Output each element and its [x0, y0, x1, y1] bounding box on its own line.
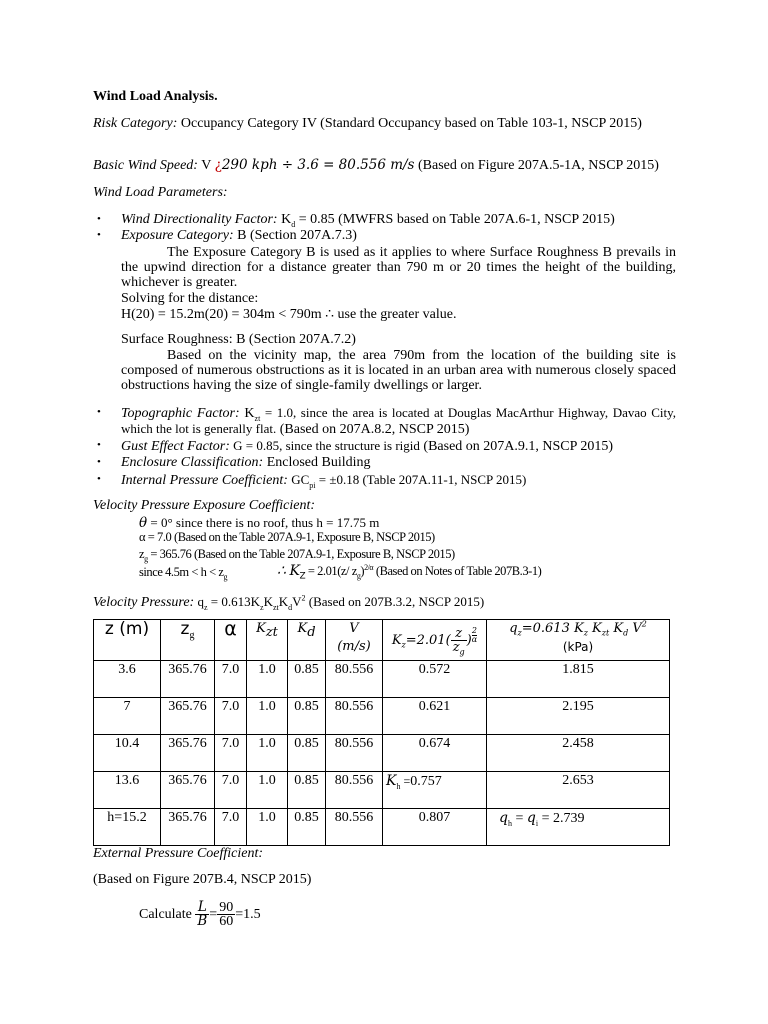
kz-formula-line — [277, 562, 677, 582]
cell-kd: 0.85 — [288, 661, 326, 698]
basic-wind-speed-v: V — [197, 158, 215, 173]
vp-text-3: K — [278, 594, 289, 609]
external-pressure-heading-text: External Pressure Coefficient: — [93, 846, 264, 861]
header-kz-close: ) — [466, 632, 472, 648]
header-qz-formula — [509, 621, 647, 636]
kd-text: = 0.85 (MWFRS based on Table 207A.6-1, NSCP 2015) — [295, 212, 615, 227]
header-kz-subscript: z — [401, 640, 406, 650]
zg-line — [139, 547, 675, 562]
header-kzt-subscript: zt — [265, 624, 278, 640]
table-header-row — [94, 620, 670, 661]
cell-z: h=15.2 — [94, 809, 161, 846]
bullet-icon: • — [97, 473, 101, 485]
since-text: since 4.5m < h < z — [139, 565, 224, 579]
cell-z: 10.4 — [94, 735, 161, 772]
bullet-icon: • — [97, 456, 101, 468]
header-kz-exp-num: 2 — [471, 625, 477, 635]
bullet-icon: • — [97, 229, 101, 241]
cell-kd: 0.85 — [288, 809, 326, 846]
table-row — [94, 661, 670, 698]
header-zg — [161, 620, 215, 661]
wind-load-parameters-heading-text: Wind Load Parameters: — [93, 185, 228, 200]
header-qz-d: K — [609, 621, 624, 636]
bullet-icon: • — [97, 213, 101, 225]
cell-v: 80.556 — [326, 661, 383, 698]
l-symbol: L — [195, 901, 209, 915]
wind-load-parameters-heading — [93, 185, 675, 200]
cell-alpha: 7.0 — [215, 735, 247, 772]
exposure-category-label: Exposure Category: — [121, 228, 234, 243]
cell-kzt: 1.0 — [247, 661, 288, 698]
gcpi-subscript: pi — [309, 480, 316, 490]
cell-qz: 1.815 — [487, 661, 670, 698]
header-qz — [487, 620, 670, 661]
qi-symbol: q — [526, 810, 536, 826]
lb-fraction — [195, 901, 209, 928]
header-zg-subscript: g — [189, 629, 195, 641]
cell-alpha: 7.0 — [215, 772, 247, 809]
header-kz-exp-den: α — [471, 634, 478, 644]
topographic-factor-label: Topographic Factor: — [121, 406, 240, 421]
kz-ref: (Based on Notes of Table 207B.3-1) — [373, 564, 542, 578]
cell-alpha: 7.0 — [215, 809, 247, 846]
velocity-pressure-line — [93, 594, 675, 610]
enclosure-classification — [121, 455, 676, 470]
header-kd-text: K — [297, 621, 308, 636]
gust-effect-text: G = 0.85, since the structure is rigid — [229, 438, 420, 453]
cell-kz: 0.674 — [383, 735, 487, 772]
vp-text-1: = 0.613K — [207, 594, 261, 609]
exposure-category-text: B (Section 207A.7.3) — [233, 228, 357, 243]
enclosure-label: Enclosure Classification: — [121, 455, 264, 470]
cell-v: 80.556 — [326, 809, 383, 846]
gust-effect-ref: (Based on 207A.9.1, NSCP 2015) — [419, 439, 614, 454]
header-kd — [288, 620, 326, 661]
cell-zg: 365.76 — [161, 772, 215, 809]
theta-line — [139, 515, 675, 531]
cell-z: 13.6 — [94, 772, 161, 809]
qz-subscript: z — [203, 602, 208, 612]
wind-directionality-label: Wind Directionality Factor: — [121, 212, 278, 227]
kd-symbol: K — [277, 212, 292, 227]
vp-text-2: K — [263, 594, 273, 609]
bullet-icon: • — [97, 439, 101, 451]
cell-kd: 0.85 — [288, 735, 326, 772]
theta-symbol: θ — [139, 515, 148, 531]
vp-sub-3: d — [288, 602, 293, 612]
cell-kd: 0.85 — [288, 772, 326, 809]
kz-exponent: 2/α — [364, 562, 374, 572]
table-row — [94, 772, 670, 809]
kzt-subscript: zt — [254, 413, 261, 423]
cell-z: 7 — [94, 698, 161, 735]
lb-result: =1.5 — [235, 907, 261, 922]
kz-close: ) — [360, 564, 365, 578]
header-z — [94, 620, 161, 661]
kzt-symbol: K — [239, 406, 255, 421]
kh-symbol: K — [386, 773, 397, 789]
header-qz-s2: zt — [601, 628, 610, 638]
cell-qz-value: 2.739 — [552, 811, 585, 826]
cell-alpha: 7.0 — [215, 698, 247, 735]
cell-qz: 2.653 — [487, 772, 670, 809]
header-z-text: z (m) — [104, 619, 150, 639]
vpec-heading — [93, 498, 675, 513]
cell-qz — [487, 809, 670, 846]
gcpi-symbol: GC — [287, 472, 310, 487]
qh-symbol: q — [499, 810, 508, 826]
header-kz-open: =2.01( — [405, 632, 451, 648]
lb-value-fraction — [217, 901, 235, 928]
basic-wind-speed — [93, 158, 675, 173]
zg-subscript: g — [144, 554, 148, 564]
header-v-unit: (m/s) — [337, 639, 371, 654]
l-value: 90 — [219, 900, 234, 916]
external-pressure-heading — [93, 846, 675, 861]
distance-calc: H(20) = 15.2m(20) = 304m < 790m ∴ use the greater value. — [121, 307, 457, 322]
cell-z: 3.6 — [94, 661, 161, 698]
gust-effect-factor — [121, 438, 676, 454]
cell-kz: 0.572 — [383, 661, 487, 698]
cell-kz — [383, 772, 487, 809]
theta-text: = 0° since there is no roof, thus h = 17.75 m — [147, 515, 380, 530]
qz-symbol: q — [194, 594, 204, 609]
header-qz-s1: z — [583, 628, 588, 638]
qh-subscript: h — [507, 818, 512, 828]
vp-sub-1: z — [260, 602, 264, 612]
header-v — [326, 620, 383, 661]
header-qz-sup: 2 — [641, 619, 647, 629]
header-kz-den-subscript: g — [459, 647, 465, 657]
cell-v: 80.556 — [326, 735, 383, 772]
kz-formula-text: = 2.01(z/ z — [305, 564, 357, 578]
bullet-icon: • — [97, 406, 101, 418]
header-kz-formula — [391, 625, 478, 657]
qh-equals: = — [538, 811, 553, 826]
header-zg-text: z — [180, 619, 190, 639]
vp-sup-4: 2 — [301, 593, 306, 603]
document-title: Wind Load Analysis. — [93, 89, 218, 104]
header-kz-exponent — [472, 627, 477, 644]
header-qz-unit: (kPa) — [562, 640, 594, 654]
vp-text-4: V — [292, 594, 302, 609]
kd-subscript: d — [291, 219, 296, 229]
gcpi-text: = ±0.18 (Table 207A.11-1, NSCP 2015) — [315, 472, 527, 487]
header-kz-k: K — [391, 632, 402, 648]
velocity-pressure-label: Velocity Pressure: — [93, 595, 195, 610]
cell-zg: 365.76 — [161, 735, 215, 772]
kh-equals: = — [400, 774, 411, 788]
header-kz-den — [451, 639, 467, 657]
solving-text: Solving for the distance: — [121, 291, 259, 306]
header-kz — [383, 620, 487, 661]
header-kz-den-z: z — [452, 639, 460, 655]
enclosure-text: Enclosed Building — [263, 455, 371, 470]
vpec-heading-text: Velocity Pressure Exposure Coefficient: — [93, 498, 315, 513]
kzt-text: = 1.0, since the area is located at Douglas MacArthur Highway, Davao City, which the lot is generally flat. — [121, 405, 676, 436]
basic-wind-speed-label: Basic Wind Speed: — [93, 158, 198, 173]
kh-subscript: h — [396, 781, 401, 791]
cell-alpha: 7.0 — [215, 661, 247, 698]
risk-category-label: Risk Category: — [93, 116, 178, 131]
gust-effect-label: Gust Effect Factor: — [121, 439, 230, 454]
since-subscript: g — [223, 572, 228, 582]
qh-mid: = — [511, 811, 527, 826]
header-qz-sub: z — [517, 628, 522, 638]
header-qz-s3: d — [623, 628, 629, 638]
header-alpha — [215, 620, 247, 661]
basic-wind-speed-ref: (Based on Figure 207A.5-1A, NSCP 2015) — [414, 158, 659, 173]
topographic-factor — [121, 405, 676, 437]
cell-kd: 0.85 — [288, 698, 326, 735]
cell-kzt: 1.0 — [247, 698, 288, 735]
zg-symbol: z — [139, 547, 145, 561]
cell-kz: 0.621 — [383, 698, 487, 735]
header-kz-num: z — [451, 627, 467, 641]
header-qz-b: =0.613 K — [521, 621, 584, 636]
cell-v: 80.556 — [326, 772, 383, 809]
header-v-text: V — [349, 621, 359, 636]
cell-kz-value: 0.757 — [410, 774, 442, 789]
table-row — [94, 698, 670, 735]
header-qz-c: K — [587, 621, 602, 636]
header-kz-fraction — [451, 625, 467, 657]
cell-v: 80.556 — [326, 698, 383, 735]
surface-roughness-heading: Surface Roughness: B (Section 207A.7.2) — [121, 332, 356, 347]
cell-kzt: 1.0 — [247, 809, 288, 846]
header-qz-e: V — [628, 621, 642, 636]
header-alpha-text: α — [224, 618, 237, 640]
surface-roughness-paragraph: Based on the vicinity map, the area 790m from the location of the building site is composed of numerous obstructions as it is located in an urban area with numerous closely spaced obstructions having the size of single-family dwellings or larger. — [121, 348, 676, 393]
wind-directionality-factor — [121, 212, 676, 227]
zg-text: = 365.76 (Based on the Table 207A.9-1, Exposure B, NSCP 2015) — [147, 547, 455, 561]
b-value: 60 — [219, 914, 234, 930]
cell-qz: 2.458 — [487, 735, 670, 772]
table-row — [94, 735, 670, 772]
cell-zg: 365.76 — [161, 661, 215, 698]
b-symbol: B — [197, 913, 208, 930]
risk-category-text: Occupancy Category IV (Standard Occupancy based on Table 103-1, NSCP 2015) — [177, 116, 642, 131]
header-kd-subscript: d — [307, 624, 316, 640]
header-qz-q: q — [509, 621, 518, 636]
qi-subscript: i — [535, 818, 539, 828]
cell-qz: 2.195 — [487, 698, 670, 735]
kz-z-subscript: Z — [299, 571, 306, 582]
internal-pressure-label: Internal Pressure Coefficient: — [121, 473, 288, 488]
exposure-paragraph: The Exposure Category B is used as it applies to where Surface Roughness B prevails in the upwind direction for a distance greater than 790 m or 20 times the height of the building, whichever is greater. — [121, 245, 676, 290]
exposure-category — [121, 228, 676, 243]
lb-calculation — [139, 898, 439, 932]
table-row — [94, 809, 670, 846]
cell-kzt: 1.0 — [247, 735, 288, 772]
header-kzt-text: K — [256, 621, 266, 636]
cell-kzt: 1.0 — [247, 772, 288, 809]
header-kzt — [247, 620, 288, 661]
external-pressure-ref: (Based on Figure 207B.4, NSCP 2015) — [93, 872, 312, 887]
internal-pressure-coefficient — [121, 472, 676, 488]
vp-ref: (Based on 207B.3.2, NSCP 2015) — [305, 594, 485, 609]
cell-zg: 365.76 — [161, 698, 215, 735]
calculate-label: Calculate — [139, 907, 196, 922]
kz-zg-subscript: g — [356, 571, 361, 581]
lb-equals: = — [209, 907, 218, 922]
therefore-k: ∴ K — [277, 563, 300, 579]
alpha-line: α = 7.0 (Based on the Table 207A.9-1, Exposure B, NSCP 2015) — [139, 530, 435, 544]
kzt-ref: (Based on 207A.8.2, NSCP 2015) — [276, 422, 470, 437]
basic-wind-speed-expr: 290 kph ÷ 3.6 = 80.556 m/s — [221, 157, 415, 173]
risk-category — [93, 116, 675, 131]
cell-zg: 365.76 — [161, 809, 215, 846]
cell-kz: 0.807 — [383, 809, 487, 846]
vp-sub-2: zt — [272, 602, 279, 612]
basic-wind-speed-glyph: ¿ — [214, 157, 222, 173]
velocity-pressure-table — [93, 619, 670, 846]
